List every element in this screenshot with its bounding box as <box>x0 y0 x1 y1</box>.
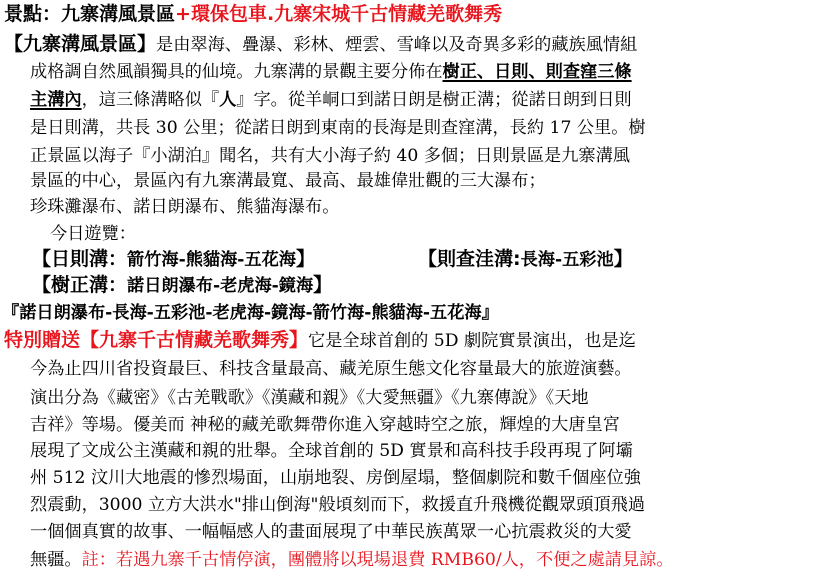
show-line-6: 州 512 汶川大地震的慘烈場面，山崩地裂、房倒屋塌，整個劇院和數千個座位強 <box>30 468 641 488</box>
show-line-7: 烈震動，3000 立方大洪水"排山倒海"般頃刻而下，救援直升飛機從觀眾頭頂飛過 <box>30 495 646 515</box>
scenic-text: 是由翠海、疊瀑、彩林、煙雲、雪峰以及奇異多彩的藏族風情組 <box>156 35 638 55</box>
scenic-highlight: 樹正、日則、則查窪三條 <box>442 62 632 82</box>
show-line-5: 展現了文成公主漢藏和親的壯舉。全球首創的 5D 實景和高科技手段再現了阿壩 <box>30 441 633 461</box>
header-label: 景點： <box>4 3 62 25</box>
scenic-text: 』字。從羊峒口到諾日朗是樹正溝；從諾日朗到日則 <box>236 90 632 110</box>
scenic-highlight: 主溝內 <box>30 90 82 110</box>
route-zecha-name: 【則查洼溝: <box>418 248 521 270</box>
scenic-line-3 <box>30 88 632 112</box>
scenic-line-7: 珍珠灘瀑布、諾日朗瀑布、熊貓海瀑布。 <box>30 197 340 217</box>
bracket-end: 】 <box>613 248 633 270</box>
scenic-line-4: 是日則溝，共長 30 公里；從諾日朗到東南的長海是則查窪溝，長約 17 公里。樹 <box>30 118 646 138</box>
show-line-9 <box>30 548 674 572</box>
show-line-2: 今為止四川省投資最巨、科技含量最高、藏羌原生態文化容量最大的旅遊演藝。 <box>30 359 632 379</box>
show-text: 無疆。 <box>30 550 82 570</box>
scenic-line-5: 正景區以海子『小湖泊』聞名，共有大小海子約 40 多個；日則景區是九寨溝風 <box>30 146 630 166</box>
show-line-4: 吉祥》等場。優美而 神秘的藏羌歌舞帶你進入穿越時空之旅，輝煌的大唐皇宮 <box>30 415 620 435</box>
itinerary-full-route: 『諾日朗瀑布-長海-五彩池-老虎海-鏡海-箭竹海-熊貓海-五花海』 <box>2 303 499 323</box>
scenic-text: 成格調自然風韻獨具的仙境。九寨溝的景觀主要分佈在 <box>30 62 443 82</box>
scenic-line-6: 景區的中心，景區內有九寨溝最寬、最高、最雄偉壯觀的三大瀑布； <box>30 171 546 191</box>
scenic-line-2 <box>30 60 632 84</box>
header-title: 九寨溝風景區 <box>61 3 176 25</box>
itinerary-label: 今日遊覽： <box>50 224 136 244</box>
itinerary-zecha <box>418 247 633 272</box>
show-note: 註：若遇九寨千古情停演，團體將以現場退費 RMB60/人，不便之處請見諒。 <box>81 550 674 570</box>
bracket-end: 】 <box>313 274 333 296</box>
show-line-8: 一個個真實的故事、一幅幅感人的畫面展現了中華民族萬眾一心抗震救災的大愛 <box>30 522 632 542</box>
scenic-text: ，這三條溝略似『 <box>81 90 220 110</box>
scenic-title: 【九寨溝風景區】 <box>4 33 157 55</box>
header-line <box>4 2 502 27</box>
route-rize-name: 【日則溝： <box>32 248 128 270</box>
gift-label: 特別贈送【九寨千古情藏羌歌舞秀】 <box>4 329 309 351</box>
scenic-ren: 人 <box>219 90 237 110</box>
itinerary-rize <box>32 247 315 272</box>
header-title-highlight: +環保包車.九寨宋城千古情藏羌歌舞秀 <box>175 3 503 25</box>
route-rize: 箭竹海-熊貓海-五花海 <box>127 250 296 270</box>
route-shuzheng: 諾日朗瀑布-老虎海-鏡海 <box>127 276 314 296</box>
itinerary-shuzheng <box>32 273 332 298</box>
show-line-1 <box>4 328 636 353</box>
show-line-3: 演出分為《藏密》《古羌戰歌》《漢藏和親》《大愛無疆》《九寨傳說》《天地 <box>30 388 589 408</box>
route-zecha: 長海-五彩池 <box>520 250 614 270</box>
bracket-end: 】 <box>295 248 315 270</box>
route-shuzheng-name: 【樹正溝： <box>32 274 128 296</box>
scenic-line-1 <box>4 32 637 57</box>
show-text: 它是全球首創的 5D 劇院實景演出，也是迄 <box>308 331 636 351</box>
